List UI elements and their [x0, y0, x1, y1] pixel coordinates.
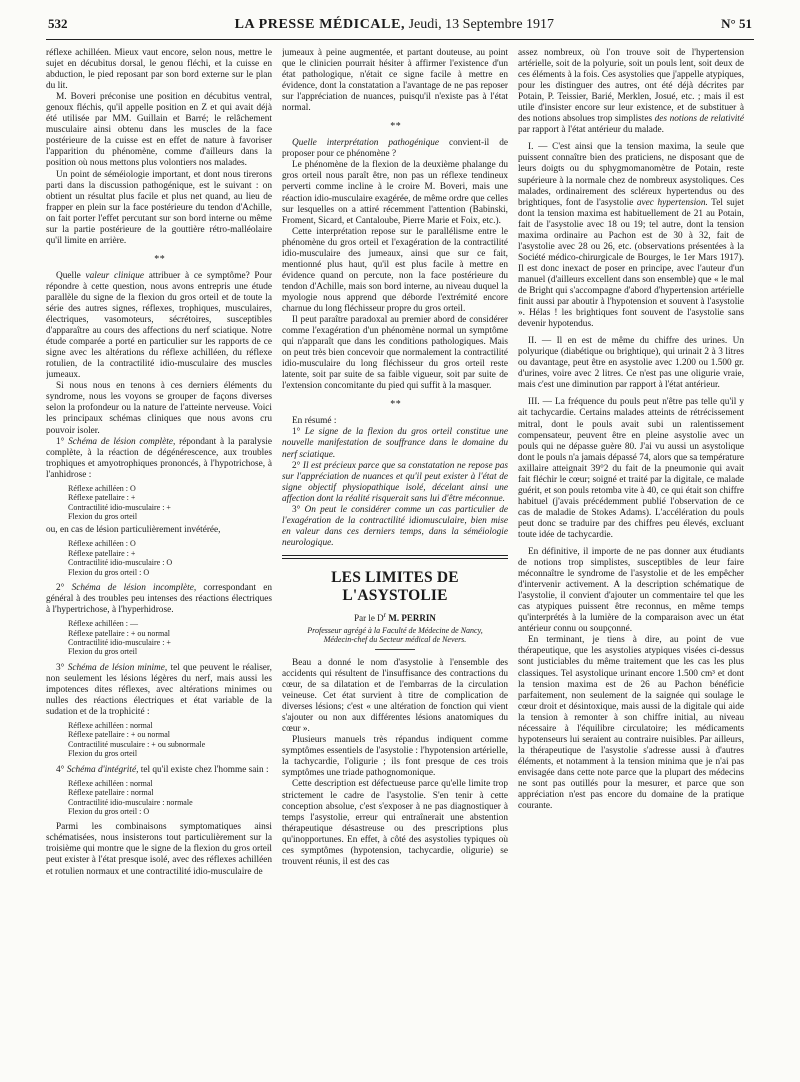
- paragraph: Cette description est défectueuse parce qu'elle limite trop strictement le cadre de l'asystolie. S'en tenir à cette conception absolue, c'est s'exposer à ne pas diagnostiquer à temps l'asystolie, erreur qui entraînerait une abstention thérapeutique désastreuse ou des prescriptions plus qu'inopportunes. En effet, à côté des asystolies typiques où ces symptômes (hypotension, tachycardie, oligurie) se trouvent réunis, il est des cas: [282, 779, 508, 867]
- schema-2-intro: 2° Schéma de lésion incomplète, correspondant en général à des troubles peu intenses des réactions électriques à l'hypertrichose, à l'hyperhidrose.: [46, 583, 272, 616]
- column-2: [282, 48, 508, 1068]
- divider: [282, 558, 508, 559]
- paragraph: ou, en cas de lésion particulièrement invétérée,: [46, 525, 221, 536]
- paragraph: Quelle valeur clinique attribuer à ce symptôme? Pour répondre à cette question, nous avons entrepris une étude parallèle du signe de la flexion du gros orteil et de toute la série des autres signes, réflexes, trophiques, musculaires, électriques, vasomoteurs, sécrétoires, susceptibles d'apparaître au cours des affections du nerf sciatique. Notre étude comparée a porté en particulier sur les rapports de ce signe avec les altérations du réflexe achilléen, du réflexe rotulien, de la contractilité idio-musculaire des muscles jumeaux.: [46, 270, 272, 381]
- page-number: 532: [48, 16, 68, 31]
- paragraph: jumeaux à peine augmentée, et partant douteuse, au point que le clinicien pourrait hésiter à affirmer l'existence d'un état pathologique, n'était ce signe facile à mettre en évidence, dont la constatation a l'avantage de ne pas reposer sur l'appréciation de nuances, puisqu'il n'existe pas à l'état normal.: [282, 48, 508, 114]
- paragraph: M. Boveri préconise une position en décubitus ventral, genoux fléchis, qu'il appelle position en Z et qui avait déjà été utilisée par MM. Guillain et Barré; le relâchement musculaire ainsi obtenu dans les muscles de la face postérieure de la cuisse est en effet de nature à favoriser l'apparition du phénomène, comme d'ailleurs dans la position où nous mettons plus volontiers nos malades.: [46, 92, 272, 169]
- summary-title: En résumé :: [292, 416, 337, 427]
- schema-3-intro: 3° Schéma de lésion minime, tel que peuvent le réaliser, non seulement les lésions légères du nerf, mais aussi les impotences dites réflexes, avec altérations minimes ou nulles des réactions électriques et état variable de la sudation et de la trophicité :: [46, 662, 272, 717]
- summary-item: 3° On peut le considérer comme un cas particulier de l'exagération de la contractilité idiomusculaire, bien mise en valeur dans ces derniers temps, dans la séméiologie neurologique.: [282, 504, 508, 548]
- paragraph: Beau a donné le nom d'asystolie à l'ensemble des accidents qui résultent de l'insuffisance des contractions du cœur, de sa dilatation et de l'embarras de la circulation veineuse. Cet état survient à titre de complication de diverses lésions; c'est « une altération de fonction qui vient s'ajouter ou non aux différentes lésions anatomiques du cœur ».: [282, 657, 508, 735]
- paragraph: I. — C'est ainsi que la tension maxima, la seule que puissent connaître bien des praticiens, ne disposant que de leurs doigts ou du sphygmomanomètre de Potain, reste supérieure à la normale chez de nombreux asystoliques. Ces malades, ordinairement des scléreux hypertendus ou des brightiques, font de l'asystolie avec hypertension. Tel sujet dont la tension maxima est habituellement de 21 au Potain, fait de l'asystolie avec 18 ou 19; tel autre, dont la tension maxima ordinaire au Pachon est de 30 à 32, fait de l'asystolie avec 28 ou 26, etc. (observations présentées à la Société médico-chirurgicale de Bourges, le 1er Mars 1917). Il est donc inexact de poser en principe, avec l'auteur d'un manuel (d'ailleurs excellent dans son ensemble) que « le mal de Bright qui s'accompagne d'abord d'hypertension artérielle finit aussi par aboutir à l'hypotension et souvent à l'asystolie ». Hélas ! les brightiques font souvent de l'asystolie sans devenir hypotendus.: [518, 142, 744, 330]
- journal-title: [235, 17, 554, 33]
- article-author: Par le $D^r$ M. PERRIN: [354, 609, 436, 623]
- paragraph: Un point de séméiologie important, et dont nous tirerons parti dans la discussion pathogénique, est le suivant : on obtient un résultat plus facile et plus net quand, au lieu de frapper en plein sur la face postérieure du tendon d'Achille, on fait porter l'effet percutant sur son bord interne ou même sur la partie postérieure de la gouttière rétro-malléolaire qu'il limite en arrière.: [46, 169, 272, 246]
- issue-number: N° 51: [721, 16, 752, 31]
- schema-1-list: Réflexe achilléen : O Réflexe patellaire : + Contractilité idio-musculaire : + Flexion du gros orteil: [68, 483, 171, 521]
- divider: [375, 649, 415, 650]
- schema-4-intro: 4° Schéma d'intégrité, tel qu'il existe chez l'homme sain :: [56, 764, 269, 775]
- paragraph: III. — La fréquence du pouls peut n'être pas telle qu'il y ait tachycardie. Certains malades atteints de rétrécissement mitral, dont le pouls avait subi un ralentissement compensateur, peuvent être en pleine asystolie avec un pouls qui ne dépasse guère 80. J'ai vu aussi un asystolique dont le pouls n'a jamais dépassé 74, alors que sa température axillaire atteignait 39°2 du fait de la pneumonie qui avait fait fléchir le cœur; soigné et traité par la digitale, ce malade guérit, et son pouls retomba vite à 40, ce qui était son chiffre habituel (j'avais précédemment publié l'observation de ce cas de maladie de Stokes Adams). L'accélération du pouls peut donc se traduire par des chiffres peu élevés, excluant toute idée de tachycardie.: [518, 397, 744, 540]
- divider: [282, 555, 508, 556]
- paragraph: assez nombreux, où l'on trouve soit de l'hypertension artérielle, soit de la polyurie, soit un pouls lent, soit deux de ces éléments à la fois. Ces asystolies que j'appelle atypiques, pour les distinguer des autres, ont été déjà décrites par Potain, P. Teissier, Barié, Merklen, Josué, etc. ; mais il est utile d'insister encore sur leur existence, et de substituer à des notions absolues trop simplistes des notions de relativité par rapport à l'état antérieur du malade.: [518, 48, 744, 136]
- text-columns: [46, 48, 754, 1068]
- paragraph: Plusieurs manuels très répandus indiquent comme symptômes essentiels de l'asystolie : l'hypotension artérielle, la tachycardie, l'oligurie ; ils font presque de ces trois symptômes une triade pathognomonique.: [282, 735, 508, 779]
- summary: [282, 416, 508, 549]
- schema-4-list: Réflexe achilléen : normal Réflexe patellaire : normal Contractilité idio-musculaire : normale Flexion du gros orteil : O: [68, 778, 193, 816]
- paragraph: Cette interprétation repose sur le parallélisme entre le phénomène du gros orteil et l'exagération de la contractilité idio-musculaire des jumeaux, ainsi que sur ce fait, mentionné plus haut, qu'il est plus facile à mettre en évidence quand on percute, non la face postérieure du tendon d'Achille, mais son bord interne, au niveau duquel la myologie nous apprend que déborde l'extrémité encore charnue du long fléchisseur propre du gros orteil.: [282, 226, 508, 314]
- article-title: LES LIMITES DE L'ASYSTOLIE: [331, 568, 459, 604]
- section-separator: * *: [154, 253, 164, 265]
- schema-2-list: Réflexe achilléen : — Réflexe patellaire : + ou normal Contractilité idio-musculaire : + Flexion du gros orteil: [68, 619, 171, 657]
- schema-1-intro: 1° Schéma de lésion complète, répondant à la paralysie complète, à la réaction de dégénérescence, aux troubles trophiques et amyotrophiques prononcés, à l'hypotrichose, à l'anhidrose :: [46, 436, 272, 480]
- page-header: [46, 16, 754, 40]
- issue-date: Jeudi, 13 Septembre 1917: [405, 17, 555, 32]
- section-question: Quelle interprétation pathogénique convient-il de proposer pour ce phénomène ?: [282, 138, 508, 160]
- author-affiliation: Professeur agrégé à la Faculté de Médecine de Nancy, Médecin-chef du Secteur médical de Nevers.: [307, 625, 483, 645]
- paragraph: réflexe achilléen. Mieux vaut encore, selon nous, mettre le sujet en décubitus dorsal, le genou fléchi, et la cuisse en abduction, le pied reposant par son bord externe sur le plan du lit.: [46, 48, 272, 92]
- section-separator: * *: [390, 399, 400, 411]
- summary-item: 1° Le signe de la flexion du gros orteil constitue une nouvelle manifestation de souffrance dans le domaine du nerf sciatique.: [282, 427, 508, 460]
- paragraph: Parmi les combinaisons symptomatiques ainsi schématisées, nous insisterons tout particulièrement sur la troisième qui montre que le signe de la flexion du gros orteil peut exister à l'état presque isolé, avec des réflexes achilléen et rotulien normaux et une contractilité idio-musculaire de: [46, 822, 272, 877]
- paragraph: II. — Il en est de même du chiffre des urines. Un polyurique (diabétique ou brightique), qui urinait 2 à 3 litres ou davantage, peut être en asystolie avec 1.200 ou 1.500 gr. d'urines, voire avec 2 litres. Ce n'est pas une oligurie vraie, mais c'est une diminution par rapport à l'état antérieur.: [518, 336, 744, 391]
- section-separator: * *: [390, 121, 400, 133]
- journal-name: LA PRESSE MÉDICALE,: [234, 17, 406, 32]
- schema-3-list: Réflexe achilléen : normal Réflexe patellaire : + ou normal Contractilité musculaire : + ou subnormale Flexion du gros orteil: [68, 721, 206, 759]
- paragraph: Le phénomène de la flexion de la deuxième phalange du gros orteil nous paraît être, non pas un réflexe tendineux perverti comme incline à le croire M. Boveri, mais une réaction idio-musculaire exagérée, de même ordre que celles sur lesquelles on a attiré récemment l'attention (Babinski, Froment, Sicard, et Cantaloube, Pierre Marie et Foix, etc.).: [282, 160, 508, 226]
- schema-1b-list: Réflexe achilléen : O Réflexe patellaire : + Contractilité idio-musculaire : O Flexion du gros orteil : O: [68, 539, 173, 577]
- summary-item: 2° Il est précieux parce que sa constatation ne repose pas sur l'appréciation de nuances et qu'il peut exister à l'état de signe objectif physiopathique isolé, décelant ainsi une affection dont la réalité risquerait sans lui d'être méconnue.: [282, 460, 508, 504]
- column-3: [518, 48, 744, 1068]
- column-1: [46, 48, 272, 1068]
- paragraph: En terminant, je tiens à dire, au point de vue thérapeutique, que les asystolies atypiques visées ci-dessus sont justiciables du même traitement que les cas les plus classiques. Tel asystolique urinant encore 1.500 cm³ et dont la tension maxima est de 26 au Pachon bénéficie parfaitement, non seulement de la saignée qui soulage le cœur droit et désintoxique, mais aussi de la digitale qui aide la tension à remonter à son chiffre initial, au niveau nécessaire à l'équilibre circulatoire; les médicaments hypotenseurs lui seraient au contraire nuisibles. Par ailleurs, la thérapeutique de l'asystolie s'adresse aussi à d'autres éléments, et notamment à la tension minima que je n'ai pas envisagée dans cette note parce que la plupart des médecins ne sont pas outillés pour la mesurer, et parce que son appréciation n'est pas encore du domaine de la pratique courante.: [518, 635, 744, 812]
- paragraph: Il peut paraître paradoxal au premier abord de considérer comme l'exagération d'un phénomène normal un symptôme qui n'apparaît que dans les conditions pathologiques. Mais on peut très bien concevoir que normalement la contractilité idio-musculaire du long fléchisseur du gros orteil reste latente, soit par suite de sa faible vigueur, soit par suite de l'extension concomitante du pied qui suffit à la masquer.: [282, 315, 508, 392]
- paragraph: En définitive, il importe de ne pas donner aux étudiants de notions trop simplistes, susceptibles de leur faire méconnaître le syndrome de l'asystolie et de les empêcher d'intervenir activement. A la description schématique de l'asystolie, il convient d'ajouter un commentaire tel que les cas atypiques puissent être reconnus, en même temps qu'interprétés à la lumière de la comparaison avec un état antérieur connu ou soupçonné.: [518, 547, 744, 635]
- paragraph: Si nous nous en tenons à ces derniers éléments du syndrome, nous les voyons se grouper de façons diverses selon la profondeur ou la nature de l'atteinte nerveuse. Voici les principaux schémas cliniques que nous avons cru pouvoir isoler.: [46, 381, 272, 436]
